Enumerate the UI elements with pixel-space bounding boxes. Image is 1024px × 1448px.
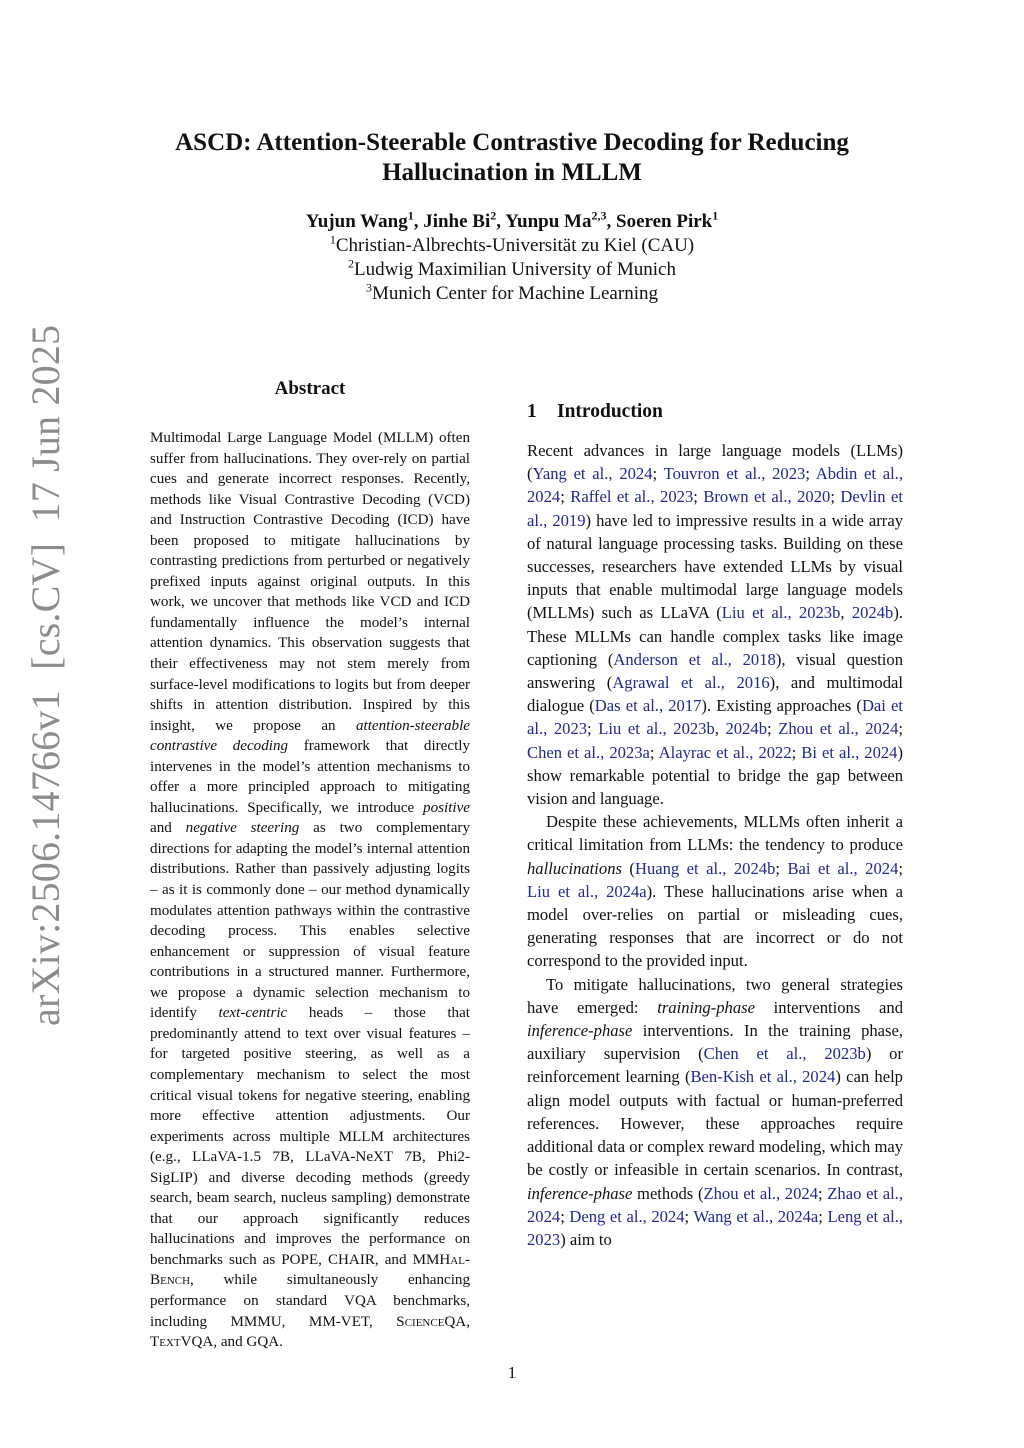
emphasis-text: training-phase	[657, 997, 755, 1017]
affiliation-name: Munich Center for Machine Learning	[372, 283, 658, 304]
citation-link[interactable]: Zhao et al., 2024	[527, 1183, 903, 1226]
emphasis-text: negative steering	[185, 820, 300, 837]
affiliation-mark: 1	[329, 232, 336, 247]
emphasis-text: inference-phase	[527, 1183, 633, 1203]
author-name: Soeren Pirk	[616, 211, 713, 232]
abstract-heading: Abstract	[274, 378, 346, 399]
author-affiliation-mark: 1	[712, 208, 719, 223]
author-name: Yunpu Ma	[505, 211, 592, 232]
citation-link[interactable]: Liu et al., 2023b	[598, 719, 715, 739]
citation-link[interactable]: Liu et al., 2023b	[721, 603, 841, 623]
author-affiliation-mark: 2,3	[591, 208, 607, 223]
citation-link[interactable]: 2024b	[851, 603, 894, 623]
author-block	[0, 210, 1024, 306]
citation-link[interactable]: Zhou et al., 2024	[778, 719, 899, 739]
affiliation-mark: 3	[366, 280, 373, 295]
author-separator: ,	[496, 211, 506, 232]
citation-link[interactable]: Chen et al., 2023b	[703, 1044, 866, 1064]
citation-link[interactable]: Zhou et al., 2024	[703, 1183, 818, 1203]
citation-link[interactable]: Abdin et al., 2024	[527, 464, 904, 507]
author-affiliation-mark: 1	[407, 208, 414, 223]
citation-link[interactable]: Deng et al., 2024	[569, 1206, 685, 1226]
section-heading-introduction	[527, 399, 903, 425]
abstract-body: Multimodal Large Language Model (MLLM) often suffer from hallucinations. They over-rely on partial cues and generate incorrect responses. Recently, methods like Visual Contrastive Decoding (VCD) and Instruction Contrastive Decoding (ICD) have been proposed to mitigate hallucinations by contrasting predictions from perturbed or negatively prefixed inputs against original outputs. In this work, we uncover that methods like VCD and ICD fundamentally influence the model’s internal attention dynamics. This observation suggests that their effectiveness may not stem merely from surface-level modifications to logits but from deeper shifts in attention distribution. Inspired by this insight, we propose an attention-steerable contrastive decoding framework that directly intervenes in the model’s attention mechanisms to offer a more principled approach to mitigating hallucinations. Specifically, we introduce positive and negative steering as two complementary directions for adapting the model’s internal attention distributions. Rather than passively adjusting logits – as it is commonly done – our method dynamically modulates attention pathways within the contrastive decoding process. This enables selective enhancement or suppression of visual feature contributions in a structured manner. Furthermore, we propose a dynamic selection mechanism to identify text-centric heads – those that predominantly attend to text over visual features – for targeted positive steering, as well as a complementary mechanism to select the most critical visual tokens for negative steering, enabling more effective attention adjustments. Our experiments across multiple MLLM architectures (e.g., LLaVA-1.5 7B, LLaVA-NeXT 7B, Phi2-SigLIP) and diverse decoding methods (greedy search, beam search, nucleus sampling) demonstrate that our approach significantly reduces hallucinations and improves the performance on benchmarks such as POPE, CHAIR, and MMHal-Bench, while simultaneously enhancing performance on standard VQA benchmarks, including MMMU, MM-VET, ScienceQA, TextVQA, and GQA.	[150, 430, 470, 1351]
author-separator: ,	[413, 211, 424, 232]
emphasis-text: text-centric	[218, 1005, 288, 1022]
citation-link[interactable]: Dai et al., 2023	[527, 696, 904, 739]
citation-link[interactable]: Bai et al., 2024	[787, 858, 899, 878]
citation-link[interactable]: Devlin et al., 2019	[527, 487, 903, 530]
page-number: 1	[507, 1363, 517, 1382]
citation-link[interactable]: Anderson et al., 2018	[613, 649, 776, 669]
emphasis-text: positive	[423, 799, 470, 816]
citation-link[interactable]: 2024b	[725, 719, 767, 739]
citation-link[interactable]: Ben-Kish et al., 2024	[690, 1067, 836, 1087]
emphasis-text: inference-phase	[527, 1021, 633, 1041]
citation-link[interactable]: Brown et al., 2020	[703, 487, 831, 507]
author-separator: ,	[606, 211, 616, 232]
citation-link[interactable]: Alayrac et al., 2022	[658, 742, 792, 762]
citation-link[interactable]: Huang et al., 2024b	[634, 858, 776, 878]
citation-link[interactable]: Chen et al., 2023a	[527, 742, 650, 762]
right-column	[527, 382, 903, 1251]
citation-link[interactable]: Agrawal et al., 2016	[612, 673, 770, 693]
affiliation-name: Christian-Albrechts-Universität zu Kiel (CAU)	[335, 235, 695, 256]
section-number: 1	[527, 401, 537, 422]
citation-link[interactable]: Touvron et al., 2023	[663, 464, 806, 484]
author-name: Yujun Wang	[305, 211, 408, 232]
author-name: Jinhe Bi	[423, 211, 491, 232]
citation-link[interactable]: Bi et al., 2024	[801, 742, 898, 762]
citation-link[interactable]: Liu et al., 2024a	[527, 881, 647, 901]
intro-paragraph-3: To mitigate hallucinations, two general strategies have emerged: training-phase interventions and inference-phase interventions. In the training phase, auxiliary supervision (Chen et al., 2023b) or reinforcement learning (Ben-Kish et al., 2024) can help align model outputs with factual or human-preferred references. However, these approaches require additional data or complex reward modeling, which may be costly or infeasible in certain scenarios. In contrast, inference-phase methods (Zhou et al., 2024; Zhao et al., 2024; Deng et al., 2024; Wang et al., 2024a; Leng et al., 2023) aim to	[527, 974, 904, 1249]
affiliation	[0, 258, 1024, 282]
section-title: Introduction	[557, 401, 663, 422]
arxiv-stamp: arXiv:2506.14766v1 [cs.CV] 17 Jun 2025	[23, 324, 68, 1026]
title-line-2: Hallucination in MLLM	[382, 159, 642, 186]
author-list	[0, 210, 1024, 234]
citation-link[interactable]: Wang et al., 2024a	[693, 1206, 819, 1226]
benchmark-name: TextVQA	[150, 1334, 214, 1351]
benchmark-name: MMHal-Bench	[150, 1251, 470, 1289]
paper-title	[0, 128, 1024, 188]
title-line-1: ASCD: Attention-Steerable Contrastive Decoding for Reducing	[175, 129, 849, 156]
benchmark-name: ScienceQA	[396, 1313, 467, 1330]
emphasis-text: attention-steerable contrastive decoding	[150, 717, 470, 755]
citation-link[interactable]: Leng et al., 2023	[527, 1206, 904, 1249]
intro-paragraph-2: Despite these achievements, MLLMs often inherit a critical limitation from LLMs: the tendency to produce hallucinations (Huang et al., 2024b; Bai et al., 2024; Liu et al., 2024a). These hallucinations arise when a model over-relies on partial or misleading cues, generating responses that are incorrect or do not correspond to the provided input.	[527, 812, 903, 971]
emphasis-text: hallucinations	[527, 858, 622, 878]
affiliation	[0, 282, 1024, 306]
affiliation	[0, 234, 1024, 258]
affiliation-name: Ludwig Maximilian University of Munich	[354, 259, 676, 280]
intro-paragraph-1: Recent advances in large language models (LLMs) (Yang et al., 2024; Touvron et al., 2023; Abdin et al., 2024; Raffel et al., 2023; Brown et al., 2020; Devlin et al., 2019) have led to impressive results in a wide array of natural language processing tasks. Building on these successes, researchers have extended LLMs by visual inputs that enable multimodal large language models (MLLMs) such as LLaVA (Liu et al., 2023b, 2024b). These MLLMs can handle complex tasks like image captioning (Anderson et al., 2018), visual question answering (Agrawal et al., 2016), and multimodal dialogue (Das et al., 2017). Existing approaches (Dai et al., 2023; Liu et al., 2023b, 2024b; Zhou et al., 2024; Chen et al., 2023a; Alayrac et al., 2022; Bi et al., 2024) show remarkable potential to bridge the gap between vision and language.	[527, 441, 904, 809]
citation-link[interactable]: Das et al., 2017	[594, 696, 702, 716]
author-affiliation-mark: 2	[490, 208, 497, 223]
citation-link[interactable]: Yang et al., 2024	[532, 464, 653, 484]
citation-link[interactable]: Raffel et al., 2023	[570, 487, 694, 507]
affiliation-mark: 2	[348, 256, 355, 271]
